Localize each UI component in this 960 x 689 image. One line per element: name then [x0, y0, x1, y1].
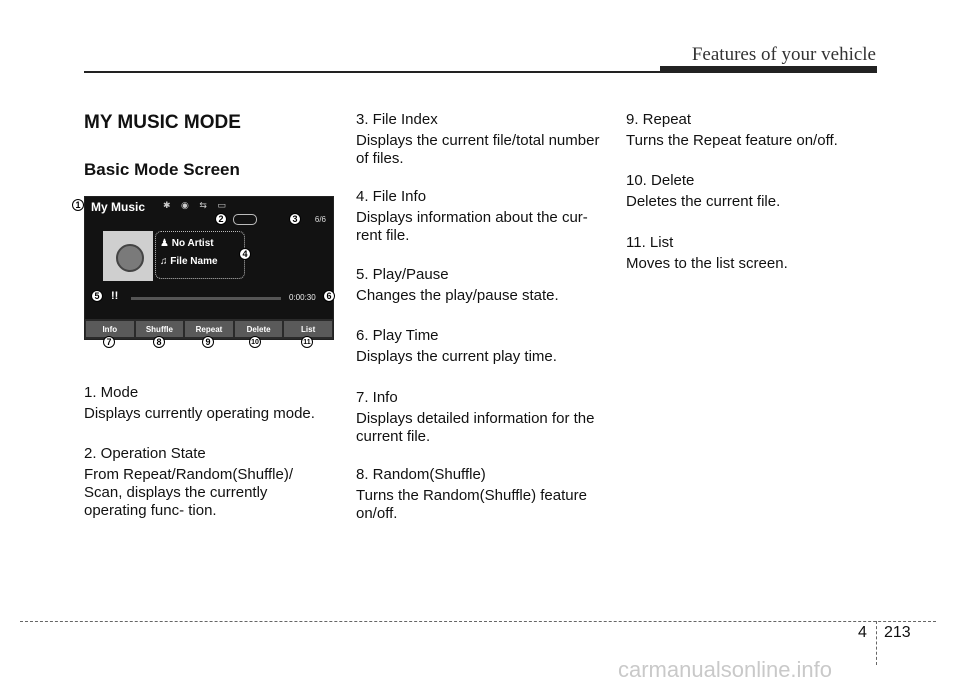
play-time: 0:00:30: [289, 293, 316, 302]
header-rule-thick: [660, 66, 877, 73]
item-desc: Turns the Repeat feature on/off.: [626, 132, 838, 149]
item-4: [356, 188, 606, 245]
progress-track: [131, 297, 281, 300]
header-rule: [84, 71, 660, 73]
file-line: [160, 256, 218, 267]
status-icons: ✱ ◉ ⇆ ▭: [163, 200, 230, 210]
item-desc: Displays the current play time.: [356, 348, 557, 365]
music-note-icon: ♫: [160, 256, 168, 267]
item-label: 2. Operation State: [84, 445, 206, 462]
item-6: [356, 327, 606, 366]
footer-rule: [20, 621, 936, 622]
item-label: 3. File Index: [356, 111, 438, 128]
item-8: [356, 466, 606, 523]
item-desc: Turns the Random(Shuffle) feature on/off.: [356, 487, 587, 522]
file-index: 6/6: [314, 215, 326, 224]
item-desc: Displays currently operating mode.: [84, 405, 315, 422]
artist-line: [160, 238, 214, 249]
item-5: [356, 266, 606, 305]
item-desc: Deletes the current file.: [626, 193, 781, 210]
item-label: 6. Play Time: [356, 327, 439, 344]
item-label: 11. List: [626, 234, 674, 251]
item-label: 9. Repeat: [626, 111, 692, 128]
item-label: 7. Info: [356, 389, 398, 406]
callout-5: 5: [91, 290, 103, 302]
screen-title: My Music: [91, 200, 146, 214]
item-desc: Changes the play/pause state.: [356, 287, 559, 304]
info-button: Info: [86, 321, 134, 337]
album-art: [103, 231, 153, 281]
callout-1: 1: [72, 199, 84, 211]
item-label: 10. Delete: [626, 172, 695, 189]
item-3: [356, 111, 606, 168]
item-desc: Displays information about the cur- rent file.: [356, 209, 588, 244]
file-info-box: [155, 231, 245, 279]
watermark: carmanualsonline.info: [618, 657, 833, 682]
footer-divider: [876, 621, 877, 665]
callout-7: 7: [103, 336, 115, 348]
item-label: 8. Random(Shuffle): [356, 466, 486, 483]
callout-9: 9: [202, 336, 214, 348]
person-icon: ♟: [160, 238, 169, 249]
section-subtitle: Basic Mode Screen: [84, 160, 240, 179]
item-label: 4. File Info: [356, 188, 427, 205]
item-10: [626, 172, 876, 211]
delete-button: Delete: [235, 321, 283, 337]
shuffle-button: Shuffle: [136, 321, 184, 337]
callout-3: 3: [289, 213, 301, 225]
item-9: [626, 111, 876, 150]
artist-name: No Artist: [171, 238, 214, 249]
header-title: Features of your vehicle: [691, 44, 876, 65]
callout-6: 6: [323, 290, 335, 302]
callout-8: 8: [153, 336, 165, 348]
item-11: [626, 234, 876, 273]
item-1: [84, 384, 334, 423]
list-button: List: [284, 321, 332, 337]
repeat-button: Repeat: [185, 321, 233, 337]
page-number: 213: [884, 624, 911, 641]
file-name: File Name: [170, 256, 218, 267]
item-2: [84, 445, 334, 520]
item-desc: Displays detailed information for the current file.: [356, 410, 595, 445]
operation-state-icon: [233, 214, 257, 225]
callout-10: 10: [249, 336, 261, 348]
item-desc: Displays the current file/total number of files.: [356, 132, 600, 167]
callout-11: 11: [301, 336, 313, 348]
item-label: 1. Mode: [84, 384, 139, 401]
callout-4: 4: [239, 248, 251, 260]
section-title: MY MUSIC MODE: [84, 112, 241, 133]
pause-icon: !!: [111, 290, 119, 302]
item-desc: Moves to the list screen.: [626, 255, 788, 272]
callout-2: 2: [215, 213, 227, 225]
item-label: 5. Play/Pause: [356, 266, 449, 283]
item-desc: From Repeat/Random(Shuffle)/ Scan, displays the currently operating func- tion.: [84, 466, 293, 519]
item-7: [356, 389, 606, 446]
chapter-number: 4: [858, 624, 867, 641]
